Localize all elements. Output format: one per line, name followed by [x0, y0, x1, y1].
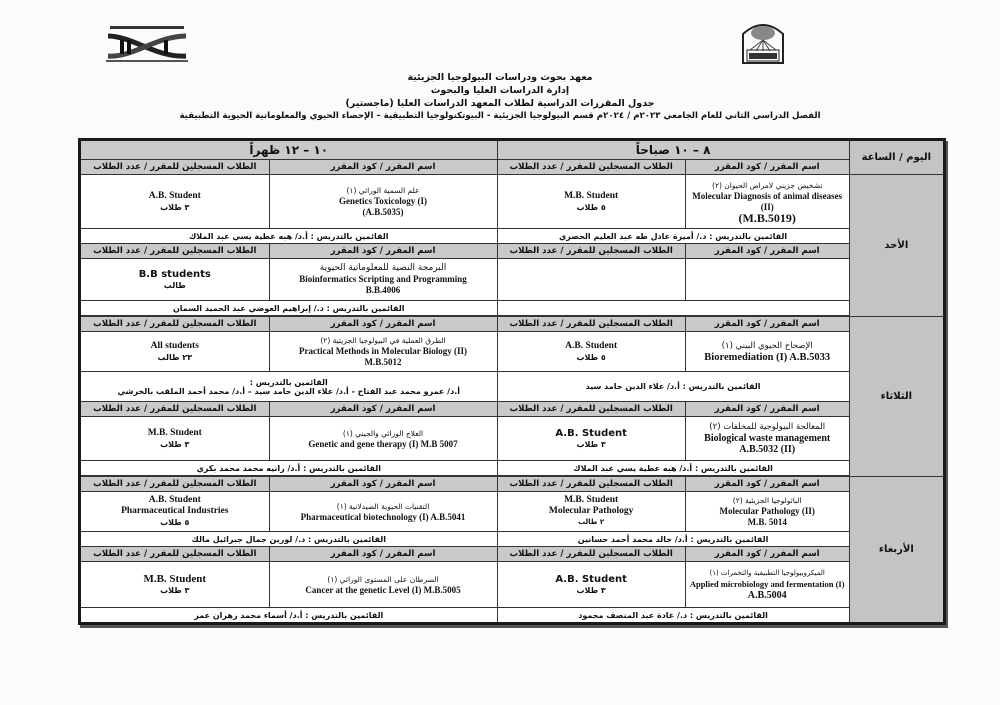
col-course-header: اسم المقرر / كود المقرر — [269, 160, 497, 175]
department-name: إدارة الدراسات العليا والبحوث — [430, 85, 570, 96]
students-group: A.B. Student — [148, 495, 201, 505]
course-cell — [269, 492, 497, 532]
teacher-name: د./ لورين جمال جبرائيل مالك — [191, 534, 306, 544]
teacher-row — [497, 229, 849, 244]
day-sunday: الأحد — [849, 175, 944, 317]
course-name-en: Genetics Toxicology (I) — [339, 196, 428, 206]
students-group: B.B students — [138, 268, 211, 280]
course-cell — [269, 175, 497, 229]
course-cell — [685, 175, 849, 229]
students-group: All students — [150, 340, 199, 351]
col-students-header: الطلاب المسجلين للمقرر / عدد الطلاب — [497, 547, 685, 562]
course-name-ar: التقنيات الحيوية الصيدلانية (١) — [336, 501, 430, 511]
students-cell — [497, 492, 685, 532]
course-cell — [269, 562, 497, 608]
teacher-row — [80, 532, 498, 547]
students-group: A.B. Student — [555, 573, 627, 585]
slot-header-8-10: ٨ – ١٠ صباحاً — [497, 140, 849, 160]
col-students-header: الطلاب المسجلين للمقرر / عدد الطلاب — [497, 477, 685, 492]
students-cell — [497, 175, 685, 229]
teacher-label: القائمين بالتدريس : — [690, 534, 769, 544]
teacher-row — [497, 372, 849, 402]
students-count: ٥ طلاب — [576, 352, 606, 362]
teacher-label: القائمين بالتدريس : — [249, 377, 328, 387]
course-name-ar: الطرق العملية في البيولوجيا الجزيئية (٢) — [320, 336, 446, 345]
course-cell-empty — [685, 259, 849, 301]
course-cell — [685, 332, 849, 372]
course-name-en: Applied microbiology and fermentation (I) — [689, 579, 845, 589]
course-code: (II) A.B.5032 — [739, 444, 796, 455]
course-name-en: Practical Methods in Molecular Biology (II) — [298, 346, 468, 356]
col-students-header: الطلاب المسجلين للمقرر / عدد الطلاب — [80, 244, 270, 259]
course-code: M.B.5012 — [364, 357, 402, 367]
teacher-row — [80, 229, 498, 244]
schedule-title: جدول المقررات الدراسية لطلاب المعهد الدراسات العليا (ماجستير) — [345, 98, 655, 109]
students-count: ٣ طلاب — [160, 202, 190, 212]
col-course-header: اسم المقرر / كود المقرر — [685, 547, 849, 562]
col-students-header: الطلاب المسجلين للمقرر / عدد الطلاب — [80, 317, 270, 332]
course-name-en: Bioremediation (I) A.B.5033 — [704, 351, 831, 363]
course-name-ar: السرطان على المستوى الوراثي (١) — [327, 574, 439, 584]
course-code: (M.B.5019) — [738, 210, 796, 225]
col-course-header: اسم المقرر / كود المقرر — [269, 402, 497, 417]
students-count: ٢ طالب — [578, 518, 605, 526]
course-code: A.B.5004 — [747, 590, 787, 601]
course-name-en: Bioinformatics Scripting and Programming — [299, 274, 467, 284]
schedule-table — [78, 138, 946, 625]
teacher-row — [497, 461, 849, 476]
students-count: طالب — [163, 280, 186, 290]
teacher-name: د./ إبراهيم العوضي عبد الحميد السمان — [172, 303, 324, 313]
course-name-en: Molecular Diagnosis of animal diseases (II) — [692, 190, 843, 212]
day-tuesday: الثلاثاء — [849, 317, 944, 477]
teacher-label: القائمين بالتدريس : — [709, 231, 788, 241]
teacher-row-empty — [497, 301, 849, 316]
teacher-row — [80, 301, 498, 316]
course-name-ar: الميكروبيولوجيا التطبيقية والتخمرات (١) — [709, 569, 825, 577]
col-course-header: اسم المقرر / كود المقرر — [269, 317, 497, 332]
students-group: M.B. Student — [143, 572, 207, 585]
col-course-header: اسم المقرر / كود المقرر — [685, 160, 849, 175]
teacher-name: أ.د/ أسماء محمد زهران عمر — [194, 610, 303, 620]
teacher-label: القائمين بالتدريس : — [310, 231, 389, 241]
teacher-label: القائمين بالتدريس : — [308, 534, 386, 544]
col-students-header: الطلاب المسجلين للمقرر / عدد الطلاب — [80, 160, 270, 175]
teacher-label: القائمين بالتدريس : — [303, 463, 382, 473]
course-cell — [685, 492, 849, 532]
teacher-name: أ.د/ هبه عطية يسي عبد الملاك — [573, 463, 693, 473]
course-cell — [685, 417, 849, 461]
course-code: M.B. 5014 — [747, 517, 787, 527]
dna-logo-icon — [102, 26, 192, 64]
course-name-en: Pharmaceutical biotechnology (I) A.B.5041 — [300, 511, 466, 522]
col-students-header: الطلاب المسجلين للمقرر / عدد الطلاب — [497, 244, 685, 259]
students-program: Molecular Pathology — [548, 506, 634, 516]
course-name-ar: علم السمية الوراثي (١) — [346, 186, 420, 195]
students-group: M.B. Student — [564, 495, 619, 505]
teacher-label: القائمين بالتدريس : — [689, 610, 768, 620]
teacher-name: أ.د/ هبه عطية يسي عبد الملاك — [188, 231, 308, 241]
teacher-row — [80, 608, 498, 624]
col-course-header: اسم المقرر / كود المقرر — [685, 317, 849, 332]
col-course-header: اسم المقرر / كود المقرر — [269, 477, 497, 492]
institute-name: معهد بحوث ودراسات البيولوجيا الجزيئية — [407, 72, 593, 83]
course-name-ar: المعالجة البيولوجية للمخلفات (٢) — [709, 422, 826, 432]
course-name-en: Biological waste management — [704, 433, 831, 444]
col-course-header: اسم المقرر / كود المقرر — [685, 402, 849, 417]
students-count: ٣ طلاب — [160, 439, 190, 449]
col-course-header: اسم المقرر / كود المقرر — [269, 244, 497, 259]
students-cell — [497, 332, 685, 372]
course-code: (A.B.5035) — [362, 207, 404, 217]
teacher-row — [497, 608, 849, 624]
students-count: ٢٣ طالب — [157, 352, 193, 362]
col-students-header: الطلاب المسجلين للمقرر / عدد الطلاب — [497, 160, 685, 175]
teacher-names: أ.د/ عمرو محمد عبد الفتاح - أ.د/ علاء الدين حامد سيد – أ.د/ محمد أحمد الملقب بالخرشي — [117, 386, 460, 396]
day-wednesday: الأربعاء — [849, 477, 944, 624]
col-students-header: الطلاب المسجلين للمقرر / عدد الطلاب — [80, 547, 270, 562]
teacher-name: د./ غادة عبد المنصف محمود — [578, 610, 688, 620]
students-group: A.B. Student — [565, 340, 618, 351]
slot-header-10-12: ١٠ – ١٢ ظهراً — [80, 140, 498, 160]
teacher-name: أ.د/ علاء الدين حامد سيد — [585, 382, 680, 391]
course-name-ar: البرمجة النصية للمعلوماتية الحيوية — [319, 263, 447, 273]
col-students-header: الطلاب المسجلين للمقرر / عدد الطلاب — [497, 317, 685, 332]
col-course-header: اسم المقرر / كود المقرر — [269, 547, 497, 562]
teacher-label: القائمين بالتدريس : — [694, 463, 773, 473]
students-group: M.B. Student — [564, 190, 619, 201]
teacher-label: القائمين بالتدريس : — [682, 382, 761, 391]
university-logo — [740, 20, 786, 64]
day-time-header: اليوم / الساعة — [849, 140, 944, 175]
students-program: Pharmaceutical Industries — [121, 506, 229, 516]
course-cell — [269, 259, 497, 301]
students-cell-empty — [497, 259, 685, 301]
course-name-en: Genetic and gene therapy (I) M.B 5007 — [308, 438, 458, 449]
semester-line: الفصل الدراسي الثاني للعام الجامعي ٢٠٢٣م / ٢٠٢٤م قسم البيولوجيا الجزيئية - البيوتكنولوجيا التطبيقية – الإحصاء الحيوي والمعلوماتية الحيوية التطبيقية — [179, 111, 821, 121]
students-cell — [497, 562, 685, 608]
students-cell — [80, 417, 270, 461]
course-cell — [685, 562, 849, 608]
teacher-row — [80, 461, 498, 476]
course-name-ar: الباثولوجيا الجزيئية (٢) — [732, 496, 802, 505]
students-count: ٥ طلاب — [576, 202, 606, 212]
col-course-header: اسم المقرر / كود المقرر — [685, 477, 849, 492]
col-students-header: الطلاب المسجلين للمقرر / عدد الطلاب — [80, 477, 270, 492]
course-name-ar: العلاج الوراثي والجيني (١) — [342, 428, 424, 438]
course-code: B.B.4006 — [365, 285, 401, 295]
students-group: M.B. Student — [147, 427, 202, 438]
course-cell — [269, 332, 497, 372]
col-students-header: الطلاب المسجلين للمقرر / عدد الطلاب — [497, 402, 685, 417]
teacher-label: القائمين بالتدريس : — [305, 610, 384, 620]
students-count: ٣ طلاب — [576, 585, 606, 595]
teacher-row — [497, 532, 849, 547]
students-cell — [80, 259, 270, 301]
students-cell — [80, 492, 270, 532]
course-name-en: Cancer at the genetic Level (I) M.B.5005 — [305, 584, 461, 595]
course-name-en: Molecular Pathology (II) — [719, 506, 815, 516]
teacher-row — [80, 372, 498, 402]
document-header — [150, 71, 850, 123]
students-cell — [80, 175, 270, 229]
course-cell — [269, 417, 497, 461]
col-course-header: اسم المقرر / كود المقرر — [685, 244, 849, 259]
course-name-ar: تشخيص جزيني لامراض الحيوان (٢) — [712, 180, 823, 190]
teacher-name: أ.د/ رانيه محمد محمد بكري — [196, 463, 301, 473]
students-group: A.B. Student — [555, 427, 627, 439]
col-students-header: الطلاب المسجلين للمقرر / عدد الطلاب — [80, 402, 270, 417]
course-name-ar: الإصحاح الحيوي البيني (١) — [721, 340, 813, 351]
students-count: ٥ طلاب — [160, 518, 190, 527]
students-cell — [80, 332, 270, 372]
students-cell — [80, 562, 270, 608]
teacher-name: أ.د/ خالد محمد أحمد حسانين — [577, 534, 688, 544]
teacher-label: القائمين بالتدريس : — [326, 303, 405, 313]
students-count: ٣ طلاب — [160, 585, 190, 595]
students-group: A.B. Student — [148, 190, 201, 201]
university-emblem-icon — [740, 20, 786, 64]
institute-logo — [102, 26, 192, 64]
students-cell — [497, 417, 685, 461]
teacher-name: د./ أميرة عادل طه عبد العليم الحصري — [558, 231, 707, 241]
students-count: ٣ طلاب — [576, 439, 606, 449]
